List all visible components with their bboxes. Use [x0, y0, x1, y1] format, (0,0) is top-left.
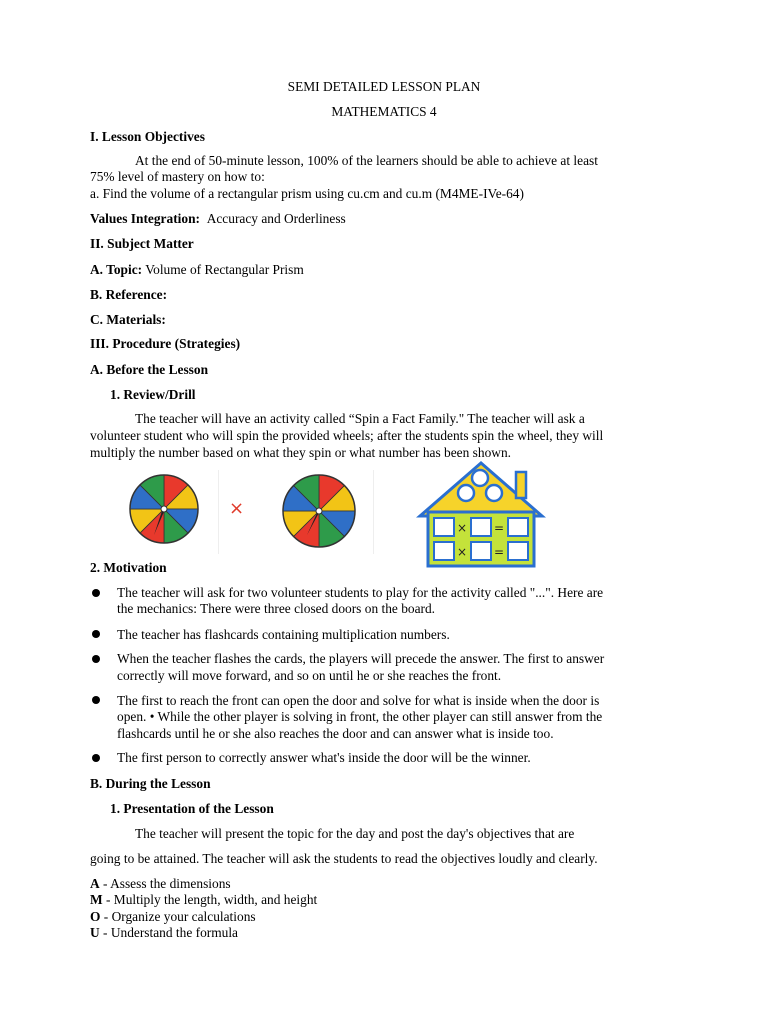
bullet-icon	[92, 655, 100, 663]
presentation-line2: going to be attained. The teacher will ask the students to read the objectives loudly and clearly.	[90, 851, 598, 866]
bullet-5-line1: The first person to correctly answer what's inside the door will be the winner.	[117, 750, 531, 765]
topic-text: Volume of Rectangular Prism	[145, 262, 304, 277]
bullet-icon	[92, 589, 100, 597]
document-subtitle: MATHEMATICS 4	[331, 104, 437, 119]
subheading-presentation: 1. Presentation of the Lesson	[110, 801, 274, 816]
acronym-text: - Understand the formula	[99, 925, 238, 940]
acronym-letter: M	[90, 892, 103, 907]
topic-label: A. Topic:	[90, 262, 143, 277]
house-op: ×	[456, 545, 468, 559]
subheading-before-lesson: A. Before the Lesson	[90, 362, 209, 377]
acronym-text: - Organize your calculations	[100, 909, 256, 924]
section-heading-objectives: I. Lesson Objectives	[90, 129, 205, 144]
section-heading-subject-matter: II. Subject Matter	[90, 236, 194, 251]
subheading-review-drill: 1. Review/Drill	[110, 387, 196, 402]
materials-label: C. Materials:	[90, 312, 166, 327]
acronym-letter: O	[90, 909, 101, 924]
objectives-intro-line1: At the end of 50-minute lesson, 100% of the learners should be able to achieve at least	[135, 153, 598, 168]
topic-line	[90, 262, 304, 278]
acronym-text: - Multiply the length, width, and height	[102, 892, 318, 907]
divider	[218, 470, 219, 554]
bullet-4-line2: open. • While the other player is solving in front, the other player can still answer from the	[117, 709, 603, 724]
house-op: =	[493, 545, 505, 559]
times-icon: ×	[229, 498, 245, 519]
document-title: SEMI DETAILED LESSON PLAN	[287, 79, 481, 94]
values-label: Values Integration:	[90, 211, 200, 226]
acronym-text: - Assess the dimensions	[99, 876, 231, 891]
review-line3: multiply the number based on what they spin or what number has been shown.	[90, 445, 511, 460]
fact-family-house-icon	[416, 460, 546, 568]
bullet-icon	[92, 696, 100, 704]
values-text: Accuracy and Orderliness	[206, 211, 346, 226]
house-op: =	[493, 521, 505, 535]
house-op: ×	[456, 521, 468, 535]
presentation-line1: The teacher will present the topic for the day and post the day's objectives that are	[135, 826, 575, 841]
subheading-during-lesson: B. During the Lesson	[90, 776, 211, 791]
bullet-3-line1: When the teacher flashes the cards, the players will precede the answer. The first to answer	[117, 651, 605, 666]
bullet-4-line3: flashcards until he or she also reaches the door and can answer what is inside too.	[117, 726, 554, 741]
subheading-motivation: 2. Motivation	[90, 560, 167, 575]
acronym-line-a	[90, 876, 231, 892]
bullet-1-line1: The teacher will ask for two volunteer students to play for the activity called "...". Here are	[117, 585, 604, 600]
bullet-icon	[92, 754, 100, 762]
bullet-4-line1: The first to reach the front can open the door and solve for what is inside when the door is	[117, 693, 600, 708]
acronym-line-m	[90, 892, 317, 908]
bullet-1-line2: the mechanics: There were three closed doors on the board.	[117, 601, 436, 616]
objectives-intro-line2: 75% level of mastery on how to:	[90, 169, 265, 184]
bullet-3-line2: correctly will move forward, and so on until he or she reaches the front.	[117, 668, 502, 683]
acronym-line-o	[90, 909, 256, 925]
spinner-wheel-right	[275, 472, 363, 550]
objective-item-a: a. Find the volume of a rectangular prism using cu.cm and cu.m (M4ME-IVe-64)	[90, 186, 524, 201]
bullet-2-line1: The teacher has flashcards containing multiplication numbers.	[117, 627, 450, 642]
spinner-wheel-left	[122, 472, 206, 546]
divider	[373, 470, 374, 554]
review-line1: The teacher will have an activity called “Spin a Fact Family." The teacher will ask a	[135, 411, 585, 426]
reference-label: B. Reference:	[90, 287, 168, 302]
acronym-line-u	[90, 925, 238, 941]
review-line2: volunteer student who will spin the provided wheels; after the students spin the wheel, they will	[90, 428, 604, 443]
bullet-icon	[92, 630, 100, 638]
section-heading-procedure: III. Procedure (Strategies)	[90, 336, 241, 351]
values-integration	[90, 211, 346, 227]
acronym-letter: A	[90, 876, 100, 891]
acronym-letter: U	[90, 925, 100, 940]
